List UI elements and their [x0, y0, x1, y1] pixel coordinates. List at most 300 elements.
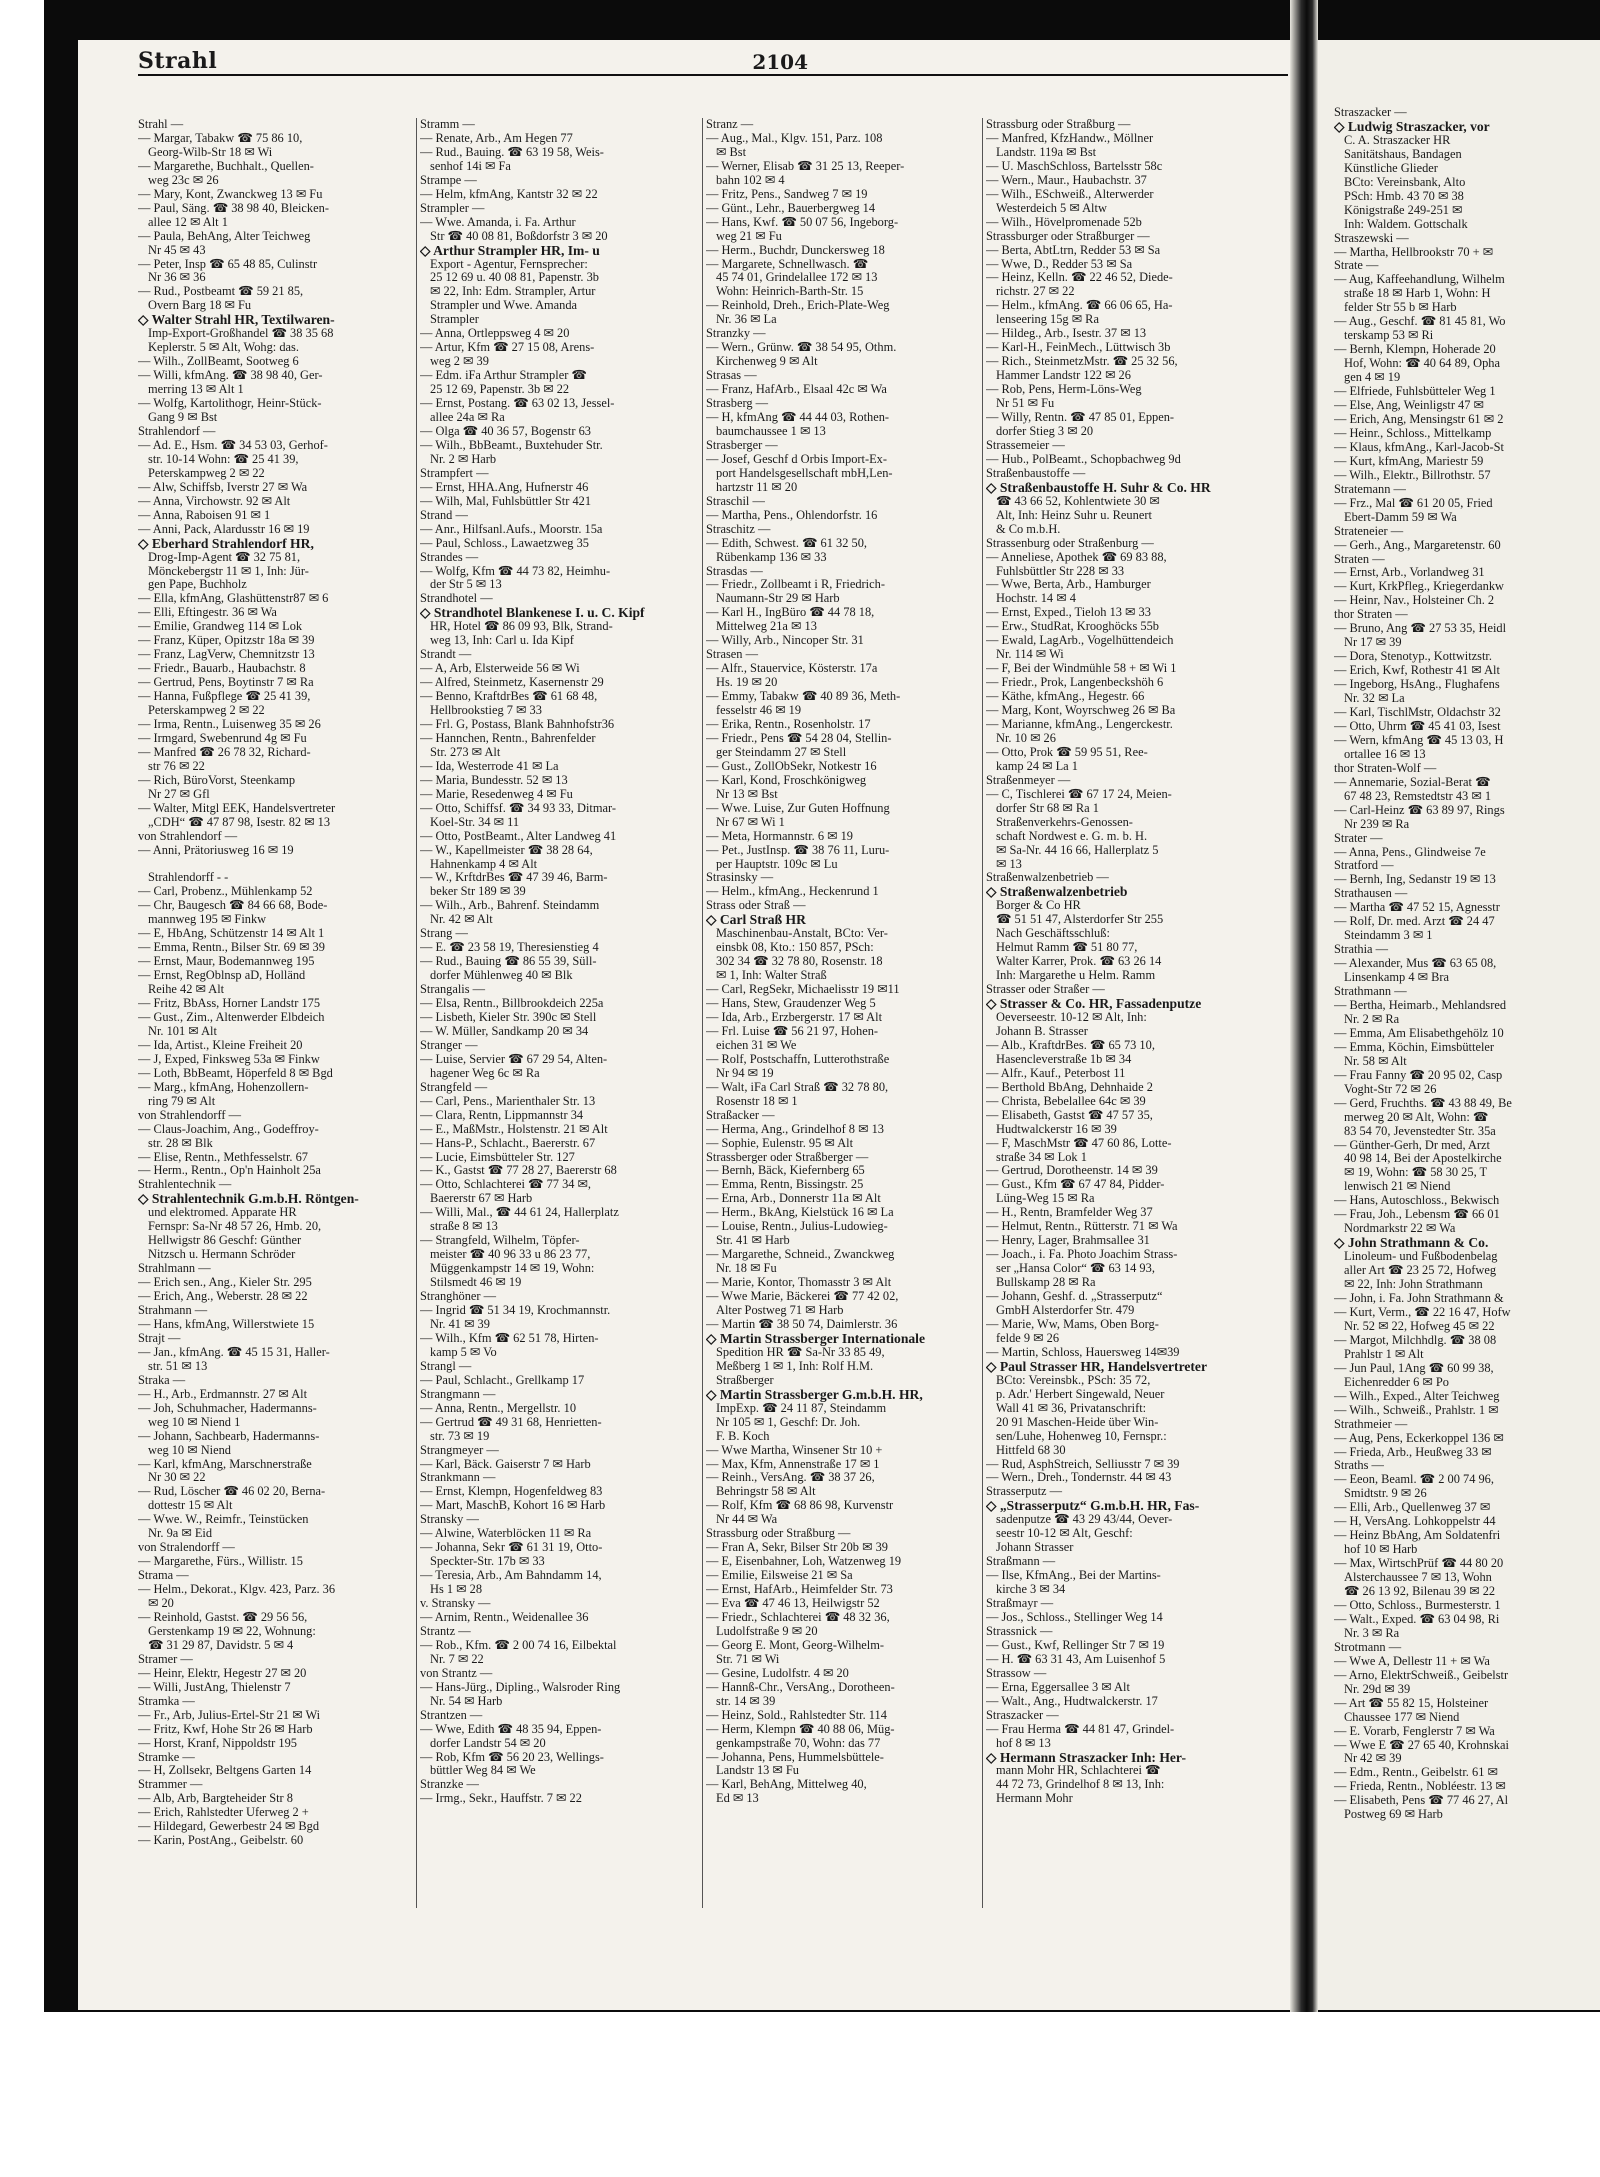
- directory-entry-line: — Erich, Kwf, Rothestr 41 ✉ Alt: [1334, 664, 1500, 678]
- directory-entry-line: ✉ 20: [148, 1597, 174, 1611]
- directory-entry-line: Strassnick —: [986, 1624, 1053, 1638]
- directory-entry-line: — Ernst, Klempn, Hogenfeldweg 83: [420, 1485, 603, 1499]
- directory-entry-line: — Max, WirtschPrüf ☎ 44 80 20: [1334, 1557, 1504, 1571]
- directory-entry-line: — Herm, Klempn ☎ 40 88 06, Müg-: [706, 1722, 895, 1736]
- directory-entry-line: 67 48 23, Remstedtstr 43 ✉ 1: [1344, 789, 1492, 803]
- directory-entry-line: Strassenburg oder Straßenburg —: [986, 536, 1154, 550]
- directory-entry-line: ◇ Arthur Strampler HR, Im- u: [420, 243, 600, 258]
- directory-entry-line: Keplerstr. 5 ✉ Alt, Wohg: das.: [148, 341, 299, 355]
- directory-entry-line: — Erna, Arb., Donnerstr 11a ✉ Alt: [706, 1192, 881, 1206]
- directory-entry-line: Strand —: [420, 508, 468, 522]
- directory-entry-line: — Franz, Küper, Opitzstr 18a ✉ 39: [138, 634, 315, 648]
- directory-entry-line: — E. Vorarb, Fenglerstr 7 ✉ Wa: [1334, 1724, 1495, 1738]
- directory-entry-line: — Artur, Kfm ☎ 27 15 08, Arens-: [420, 341, 595, 355]
- directory-entry-line: Nr 105 ✉ 1, Geschf: Dr. Joh.: [716, 1415, 861, 1429]
- directory-entry-line: — Lisbeth, Kieler Str. 390c ✉ Stell: [420, 1011, 597, 1024]
- directory-entry-line: — Anni, Pack, Alardusstr 16 ✉ 19: [138, 522, 310, 536]
- directory-entry-line: — Elisabeth, Pens ☎ 77 46 27, Al: [1334, 1794, 1509, 1808]
- directory-entry-line: — Wwe, D., Redder 53 ✉ Sa: [986, 257, 1133, 271]
- directory-entry-line: Stranger —: [420, 1038, 478, 1052]
- directory-entry-line: — A, Arb, Elsterweide 56 ✉ Wi: [420, 662, 580, 676]
- directory-entry-line: schaft Nordwest e. G. m. b. H.: [996, 829, 1148, 843]
- directory-entry-line: — Helmut, Rentn., Rütterstr. 71 ✉ Wa: [986, 1220, 1178, 1234]
- directory-entry-line: — Lucie, Eimsbütteler Str. 127: [420, 1150, 575, 1164]
- directory-entry-line: Mönckebergstr 11 ✉ 1, Inh: Jür-: [148, 564, 309, 578]
- directory-entry-line: — Josef, Geschf d Orbis Import-Ex-: [706, 452, 888, 466]
- directory-column-1: [138, 118, 412, 1848]
- directory-entry-line: — Walt, iFa Carl Straß ☎ 32 78 80,: [706, 1080, 889, 1094]
- directory-entry-line: — Bruno, Ang ☎ 27 53 35, Heidl: [1334, 622, 1507, 636]
- directory-entry-line: ortallee 16 ✉ 13: [1344, 747, 1426, 761]
- directory-entry-line: dorfer Mühlenweg 40 ✉ Blk: [430, 969, 573, 983]
- directory-entry-line: — Reinhold, Dreh., Erich-Plate-Weg: [706, 299, 890, 313]
- directory-entry-line: Straka —: [138, 1373, 186, 1387]
- directory-entry-line: thor Straten —: [1334, 608, 1408, 622]
- directory-entry-line: — Karl, Bäck. Gaiserstr 7 ✉ Harb: [420, 1457, 591, 1471]
- directory-entry-line: 83 54 70, Jevenstedter Str. 35a: [1344, 1124, 1496, 1138]
- directory-entry-line: Strangl —: [420, 1359, 472, 1373]
- directory-entry-line: — Maria, Bundesstr. 52 ✉ 13: [420, 773, 568, 787]
- directory-entry-line: — Emma, Rentn, Bissingstr. 25: [706, 1178, 864, 1192]
- directory-entry-line: — Friedr., Schlachterei ☎ 48 32 36,: [706, 1610, 890, 1624]
- directory-entry-line: — Friedr., Bauarb., Haubachstr. 8: [138, 662, 306, 676]
- directory-entry-line: — Ernst, Arb., Vorlandweg 31: [1334, 566, 1485, 580]
- directory-entry-line: Nr 239 ✉ Ra: [1344, 817, 1410, 831]
- directory-entry-line: meister ☎ 40 96 33 u 86 23 77,: [430, 1248, 591, 1262]
- directory-entry-line: ◇ Martin Strassberger Internationale: [706, 1331, 925, 1346]
- directory-entry-line: — Helm, kfmAng, Kantstr 32 ✉ 22: [420, 187, 598, 201]
- directory-entry-line: Straszacker —: [986, 1708, 1059, 1722]
- directory-entry-line: — Wilh., ESchweiß., Alterwerder: [986, 187, 1154, 201]
- directory-entry-line: Walter Karrer, Prok. ☎ 63 26 14: [996, 955, 1162, 969]
- directory-entry-line: BCto: Vereinsbank, Alto: [1344, 175, 1466, 189]
- directory-entry-line: ◇ Straßenwalzenbetrieb: [986, 885, 1128, 900]
- directory-entry-line: Westerdeich 5 ✉ Altw: [996, 201, 1107, 215]
- directory-entry-line: Strampe —: [420, 173, 477, 187]
- directory-entry-line: — Hub., PolBeamt., Schopbachweg 9d: [986, 452, 1181, 466]
- directory-entry-line: — Strangfeld, Wilhelm, Töpfer-: [420, 1234, 580, 1248]
- directory-entry-line: — Wolfg, Kartolithogr, Heinr-Stück-: [138, 397, 322, 411]
- directory-entry-line: merweg 20 ✉ Alt, Wohn: ☎: [1344, 1110, 1489, 1124]
- directory-entry-line: weg 13, Inh: Carl u. Ida Kipf: [430, 634, 574, 648]
- directory-entry-line: ◇ John Strathmann & Co.: [1334, 1236, 1489, 1251]
- directory-entry-line: Künstliche Glieder: [1344, 161, 1438, 175]
- directory-entry-line: Nr. 58 ✉ Alt: [1344, 1054, 1407, 1068]
- directory-entry-line: — Carl, Pens., Marienthaler Str. 13: [420, 1094, 596, 1108]
- directory-entry-line: Strasserputz —: [986, 1485, 1063, 1499]
- directory-entry-line: — Manfred, KfzHandw., Möllner: [986, 131, 1154, 145]
- directory-entry-line: Strathmeier —: [1334, 1417, 1408, 1431]
- directory-entry-line: Strassow —: [986, 1666, 1047, 1680]
- directory-entry-line: ◇ Strandhotel Blankenese I. u. C. Kipf: [420, 606, 645, 621]
- directory-entry-line: — Hans, Stew, Graudenzer Weg 5: [706, 997, 876, 1011]
- directory-entry-line: Nr. 2 ✉ Harb: [430, 452, 497, 466]
- directory-entry-line: — Teresia, Arb., Am Bahndamm 14,: [420, 1569, 602, 1583]
- directory-entry-line: — Wwe. Amanda, i. Fa. Arthur: [420, 215, 576, 229]
- directory-entry-line: Fernspr: Sa-Nr 48 57 26, Hmb. 20,: [148, 1220, 322, 1234]
- directory-entry-line: — Martha ☎ 47 52 15, Agnesstr: [1334, 901, 1500, 915]
- directory-entry-line: Hellwigstr 86 Geschf: Günther: [148, 1234, 302, 1248]
- directory-entry-line: — Hannchen, Rentn., Bahrenfelder: [420, 731, 596, 745]
- directory-entry-line: Alter Postweg 71 ✉ Harb: [716, 1304, 844, 1318]
- directory-entry-line: Nr. 9a ✉ Eid: [148, 1527, 213, 1541]
- directory-entry-line: — Wilh., Exped., Alter Teichweg: [1334, 1389, 1500, 1403]
- directory-entry-line: 25 12 69, Papenstr. 3b ✉ 22: [430, 383, 570, 397]
- directory-entry-line: Wall 41 ✉ 36, Privatanschrift:: [996, 1401, 1147, 1415]
- directory-entry-line: ◇ „Strasserputz“ G.m.b.H. HR, Fas-: [986, 1499, 1200, 1514]
- directory-entry-line: — J, Exped, Finksweg 53a ✉ Finkw: [138, 1052, 320, 1066]
- directory-entry-line: und elektromed. Apparate HR: [148, 1206, 297, 1220]
- directory-entry-line: Hs 1 ✉ 28: [430, 1583, 483, 1597]
- directory-entry-line: — H., Rentn, Bramfelder Weg 37: [986, 1206, 1153, 1220]
- directory-entry-line: — Erich sen., Ang., Kieler Str. 295: [138, 1276, 312, 1290]
- directory-entry-line: — Wilh., Schweiß., Prahlstr. 1 ✉: [1334, 1403, 1499, 1417]
- directory-entry-line: — Franz, LagVerw, Chemnitzstr 13: [138, 648, 315, 662]
- directory-column-3: [706, 118, 982, 1806]
- directory-entry-line: — Carl-Heinz ☎ 63 89 97, Rings: [1334, 803, 1505, 817]
- directory-entry-line: Strassemeier —: [986, 438, 1065, 452]
- directory-entry-line: — Gust., Zim., Altenwerder Elbdeich: [138, 1011, 325, 1024]
- directory-entry-line: ✉ 22, Inh: John Strathmann: [1344, 1278, 1483, 1292]
- directory-entry-line: kirche 3 ✉ 34: [996, 1583, 1066, 1597]
- directory-entry-line: straße 18 ✉ Harb 1, Wohn: H: [1344, 287, 1491, 301]
- directory-entry-line: — Art ☎ 55 82 15, Holsteiner: [1334, 1696, 1489, 1710]
- directory-entry-line: Borger & Co HR: [996, 899, 1081, 913]
- directory-entry-line: Strotmann —: [1334, 1640, 1402, 1654]
- directory-entry-line: Spedition HR ☎ Sa-Nr 33 85 49,: [716, 1345, 885, 1359]
- directory-entry-line: Export - Agentur, Fernsprecher:: [430, 257, 588, 271]
- directory-entry-line: Nr 67 ✉ Wi 1: [716, 815, 785, 829]
- directory-entry-line: Prahlstr 1 ✉ Alt: [1344, 1347, 1424, 1361]
- directory-entry-line: „CDH“ ☎ 47 87 98, Isestr. 82 ✉ 13: [148, 815, 331, 829]
- directory-entry-line: — Otto, Uhrm ☎ 45 41 03, Isest: [1334, 719, 1501, 733]
- directory-entry-line: — Anna, Rentn., Mergellstr. 10: [420, 1401, 577, 1415]
- directory-entry-line: — Ad. E., Hsm. ☎ 34 53 03, Gerhof-: [138, 438, 328, 452]
- directory-entry-line: Strasinsky —: [706, 871, 774, 885]
- directory-entry-line: Strasberger —: [706, 438, 778, 452]
- directory-entry-line: Nr. 101 ✉ Alt: [148, 1024, 217, 1038]
- directory-entry-line: Alsterchaussee 7 ✉ 13, Wohn: [1344, 1571, 1492, 1585]
- directory-entry-line: terskamp 53 ✉ Ri: [1344, 329, 1434, 343]
- directory-entry-line: — Wilh., Elektr., Billrothstr. 57: [1334, 468, 1491, 482]
- directory-entry-line: Landstr. 119a ✉ Bst: [996, 145, 1097, 159]
- directory-entry-line: von Stralendorff —: [138, 1541, 235, 1555]
- directory-entry-line: — Ida, Artist., Kleine Freiheit 20: [138, 1038, 303, 1052]
- directory-entry-line: ✉ 13: [996, 857, 1022, 871]
- directory-entry-line: — Arnim, Rentn., Weidenallee 36: [420, 1610, 589, 1624]
- directory-entry-line: — Willi, kfmAng. ☎ 38 98 40, Ger-: [138, 369, 323, 383]
- directory-entry-line: Hermann Mohr: [996, 1792, 1073, 1806]
- directory-entry-line: — Johann, Geshf. d. „Strasserputz“: [986, 1290, 1163, 1304]
- directory-entry-line: — Rob., Kfm. ☎ 2 00 74 16, Eilbektal: [420, 1638, 617, 1652]
- directory-entry-line: — Wolfg, Kfm ☎ 44 73 82, Heimhu-: [420, 564, 611, 578]
- directory-entry-line: Straßmann —: [986, 1555, 1056, 1569]
- directory-entry-line: Strass oder Straß —: [706, 899, 806, 913]
- directory-entry-line: Steindamm 3 ✉ 1: [1344, 929, 1433, 943]
- directory-entry-line: — Eva ☎ 47 46 13, Heilwigstr 52: [706, 1597, 880, 1611]
- directory-entry-line: hof 8 ✉ 13: [996, 1736, 1051, 1750]
- directory-entry-line: Smidtstr. 9 ✉ 26: [1344, 1487, 1427, 1501]
- directory-entry-line: Nr 13 ✉ Bst: [716, 787, 778, 801]
- directory-entry-line: — Bernh, Klempn, Hoherade 20: [1334, 343, 1496, 357]
- directory-entry-line: — Peter, Insp ☎ 65 48 85, Culinstr: [138, 257, 318, 271]
- directory-entry-line: Strahlentechnik —: [138, 1178, 232, 1192]
- directory-entry-line: — H., Arb., Erdmannstr. 27 ✉ Alt: [138, 1387, 308, 1401]
- directory-entry-line: 45 74 01, Grindelallee 172 ✉ 13: [716, 271, 878, 285]
- directory-entry-line: ◇ Paul Strasser HR, Handelsvertreter: [986, 1359, 1207, 1374]
- directory-entry-line: — Hannß-Chr., VersAng., Dorotheen-: [706, 1680, 895, 1694]
- directory-entry-line: — Walter, Mitgl EEK, Handelsvertreter: [138, 801, 336, 815]
- directory-entry-line: — Paul, Schlacht., Grellkamp 17: [420, 1373, 585, 1387]
- directory-entry-line: — Hildegard, Gewerbestr 24 ✉ Bgd: [138, 1820, 320, 1834]
- directory-entry-line: Strathmann —: [1334, 985, 1407, 999]
- directory-entry-line: Drog-Imp-Agent ☎ 32 75 81,: [148, 550, 301, 564]
- directory-entry-line: Stranz —: [706, 118, 754, 131]
- directory-entry-line: — Benno, KraftdrBes ☎ 61 68 48,: [420, 690, 598, 704]
- directory-entry-line: — Aug, Pens, Eckerkoppel 136 ✉: [1334, 1431, 1504, 1445]
- directory-entry-line: Strankmann —: [420, 1471, 496, 1485]
- directory-entry-line: Nr. 7 ✉ 22: [430, 1652, 484, 1666]
- directory-entry-line: Ed ✉ 13: [716, 1792, 759, 1806]
- book-gutter: [1290, 0, 1318, 2012]
- directory-entry-line: — Käthe, kfmAng., Hegestr. 66: [986, 690, 1145, 704]
- directory-entry-line: Overn Barg 18 ✉ Fu: [148, 299, 252, 313]
- directory-entry-line: von Strantz —: [420, 1666, 493, 1680]
- directory-entry-line: 302 34 ☎ 32 78 80, Rosenstr. 18: [716, 955, 883, 969]
- directory-entry-line: Koel-Str. 34 ✉ 11: [430, 815, 520, 829]
- directory-entry-line: — Anneliese, Apothek ☎ 69 83 88,: [986, 550, 1167, 564]
- directory-entry-line: — H, kfmAng ☎ 44 44 03, Rothen-: [706, 411, 890, 425]
- directory-entry-line: Nr. 3 ✉ Ra: [1344, 1626, 1400, 1640]
- directory-entry-line: — Else, Ang, Weinligstr 47 ✉: [1334, 399, 1484, 413]
- directory-entry-line: — Mart, MaschB, Kohort 16 ✉ Harb: [420, 1499, 606, 1513]
- directory-entry-line: — Eeon, Beaml. ☎ 2 00 74 96,: [1334, 1473, 1494, 1487]
- directory-entry-line: — Erika, Rentn., Rosenholstr. 17: [706, 717, 871, 731]
- directory-entry-line: — Aug., Geschf. ☎ 81 45 81, Wo: [1334, 315, 1506, 329]
- directory-entry-line: — Wern., Dreh., Tondernstr. 44 ✉ 43: [986, 1471, 1172, 1485]
- directory-entry-line: Strampler —: [420, 201, 485, 215]
- directory-entry-line: ◇ Strahlentechnik G.m.b.H. Röntgen-: [138, 1192, 359, 1207]
- directory-entry-line: — Anna, Virchowstr. 92 ✉ Alt: [138, 494, 291, 508]
- directory-entry-line: ser „Hansa Color“ ☎ 63 14 93,: [996, 1262, 1155, 1276]
- directory-entry-line: gen 4 ✉ 19: [1344, 371, 1401, 385]
- directory-entry-line: ☎ 26 13 92, Bilenau 39 ✉ 22: [1344, 1585, 1496, 1599]
- directory-entry-line: — Marie, Resedenweg 4 ✉ Fu: [420, 787, 573, 801]
- directory-entry-line: — Anni, Prätoriusweg 16 ✉ 19: [138, 843, 294, 857]
- directory-entry-line: Helmut Ramm ☎ 51 80 77,: [996, 941, 1138, 955]
- directory-entry-line: — Otto, Schiffsf. ☎ 34 93 33, Ditmar-: [420, 801, 616, 815]
- directory-entry-line: — Margarete, Schnellwasch. ☎: [706, 257, 869, 271]
- directory-entry-line: — Rich., SteinmetzMstr. ☎ 25 32 56,: [986, 355, 1178, 369]
- directory-entry-line: ✉ 1, Inh: Walter Straß: [716, 969, 827, 983]
- directory-entry-line: — Heinr., Schloss., Mittelkamp: [1334, 426, 1492, 440]
- directory-entry-line: — Anna, Raboisen 91 ✉ 1: [138, 508, 271, 522]
- directory-entry-line: — Wilh., Kfm ☎ 62 51 78, Hirten-: [420, 1331, 599, 1345]
- directory-entry-line: — Frau Herma ☎ 44 81 47, Grindel-: [986, 1722, 1175, 1736]
- directory-entry-line: — Alfr., Stauervice, Kösterstr. 17a: [706, 662, 878, 676]
- directory-entry-line: — Luise, Servier ☎ 67 29 54, Alten-: [420, 1052, 608, 1066]
- directory-entry-line: Naumann-Str 29 ✉ Harb: [716, 592, 840, 606]
- directory-entry-line: Strama —: [138, 1569, 189, 1583]
- directory-entry-line: — Marie, Kontor, Thomasstr 3 ✉ Alt: [706, 1276, 892, 1290]
- directory-entry-line: aller Art ☎ 23 25 72, Hofweg: [1344, 1264, 1497, 1278]
- directory-entry-line: Müggenkampstr 14 ✉ 19, Wohn:: [430, 1262, 595, 1276]
- directory-entry-line: — H. ☎ 63 31 43, Am Luisenhof 5: [986, 1652, 1166, 1666]
- directory-entry-line: Nr. 36 ✉ La: [716, 313, 777, 327]
- directory-entry-line: Ebert-Damm 59 ✉ Wa: [1344, 510, 1457, 524]
- directory-entry-line: HR, Hotel ☎ 86 09 93, Blk, Strand-: [430, 620, 613, 634]
- directory-entry-line: — Fritz, Kwf, Hohe Str 26 ✉ Harb: [138, 1722, 313, 1736]
- directory-entry-line: Nr. 54 ✉ Harb: [430, 1694, 503, 1708]
- directory-entry-line: Behringstr 58 ✉ Alt: [716, 1485, 816, 1499]
- directory-entry-line: ger Steindamm 27 ✉ Stell: [716, 745, 847, 759]
- directory-entry-line: büttler Weg 84 ✉ We: [430, 1764, 536, 1778]
- directory-entry-line: dorfer Str 68 ✉ Ra 1: [996, 801, 1099, 815]
- directory-entry-line: — Alfred, Steinmetz, Kasernenstr 29: [420, 676, 604, 690]
- directory-entry-line: — Rud., Bauing. ☎ 63 19 58, Weis-: [420, 145, 604, 159]
- directory-entry-line: — Fr., Arb, Julius-Ertel-Str 21 ✉ Wi: [138, 1708, 321, 1722]
- directory-entry-line: Nr. 18 ✉ Fu: [716, 1262, 777, 1276]
- directory-entry-line: mann Mohr HR, Schlachterei ☎: [996, 1764, 1161, 1778]
- directory-entry-line: Strahlendorf —: [138, 424, 216, 438]
- directory-entry-line: 20 91 Maschen-Heide über Win-: [996, 1415, 1159, 1429]
- directory-entry-line: — Emma, Köchin, Eimsbütteler: [1334, 1040, 1495, 1054]
- directory-entry-line: — Frau, Joh., Lebensm ☎ 66 01: [1334, 1208, 1500, 1222]
- directory-entry-line: — H, VersAng. Lohkoppelstr 44: [1334, 1515, 1496, 1529]
- directory-entry-line: — Wilh., ZollBeamt, Sootweg 6: [138, 355, 299, 369]
- directory-entry-line: — Ilse, KfmAng., Bei der Martins-: [986, 1569, 1161, 1583]
- directory-entry-line: — Paula, BehAng, Alter Teichweg: [138, 229, 311, 243]
- directory-entry-line: — Karl, Kond, Froschkönigweg: [706, 773, 867, 787]
- directory-entry-line: — Bernh, Ing, Sedanstr 19 ✉ 13: [1334, 873, 1496, 887]
- directory-entry-line: — Erich, Ang., Weberstr. 28 ✉ 22: [138, 1290, 308, 1304]
- directory-entry-line: — Wwe, Berta, Arb., Hamburger: [986, 578, 1151, 592]
- column-divider: [416, 118, 417, 1908]
- directory-entry-line: str. 28 ✉ Blk: [148, 1136, 213, 1150]
- directory-entry-line: weg 23c ✉ 26: [148, 173, 219, 187]
- directory-entry-line: — Günt., Lehr., Bauerbergweg 14: [706, 201, 876, 215]
- directory-entry-line: — Carl, RegSekr, Michaelisstr 19 ✉11: [706, 983, 900, 997]
- directory-entry-line: Kirchenweg 9 ✉ Alt: [716, 355, 818, 369]
- directory-entry-line: — Friedr., Prok, Langenbeckshöh 6: [986, 676, 1164, 690]
- directory-entry-line: — Ida, Westerrode 41 ✉ La: [420, 759, 559, 773]
- header-word: Strahl: [138, 48, 218, 74]
- directory-entry-line: — Emmy, Tabakw ☎ 40 89 36, Meth-: [706, 690, 901, 704]
- directory-entry-line: — Friedr., Pens ☎ 54 28 04, Stellin-: [706, 731, 892, 745]
- directory-entry-line: — Wilh., BbBeamt., Buxtehuder Str.: [420, 438, 603, 452]
- directory-entry-line: Nr 42 ✉ 39: [1344, 1752, 1402, 1766]
- directory-entry-line: — Karl, kfmAng, Marschnerstraße: [138, 1457, 312, 1471]
- column-divider: [982, 118, 983, 1908]
- directory-entry-line: — Rob, Kfm ☎ 56 20 23, Wellings-: [420, 1750, 604, 1764]
- directory-entry-line: — Alwine, Waterblöcken 11 ✉ Ra: [420, 1527, 592, 1541]
- directory-entry-line: — Anna, Ortleppsweg 4 ✉ 20: [420, 327, 570, 341]
- directory-entry-line: merring 13 ✉ Alt 1: [148, 383, 244, 397]
- directory-entry-line: — Karl-H., FeinMech., Lüttwisch 3b: [986, 341, 1171, 355]
- directory-entry-line: Hellbrookstieg 7 ✉ 33: [430, 704, 542, 718]
- directory-entry-line: — Paul, Säng. ☎ 38 98 40, Bleicken-: [138, 201, 329, 215]
- directory-entry-line: — Martha, Pens., Ohlendorfstr. 16: [706, 508, 878, 522]
- directory-entry-line: ✉ Bst: [716, 145, 747, 159]
- directory-entry-line: — Elli, Eftingestr. 36 ✉ Wa: [138, 606, 277, 620]
- directory-entry-line: Strampler: [430, 313, 479, 327]
- directory-entry-line: Speckter-Str. 17b ✉ 33: [430, 1555, 545, 1569]
- directory-entry-line: — Hildeg., Arb., Isestr. 37 ✉ 13: [986, 327, 1147, 341]
- directory-entry-line: — Erich, Ang, Mensingstr 61 ✉ 2: [1334, 412, 1504, 426]
- directory-entry-line: Straßberger: [716, 1373, 774, 1387]
- directory-entry-line: hartzstr 11 ✉ 20: [716, 480, 798, 494]
- directory-entry-line: ◇ Eberhard Strahlendorf HR,: [138, 536, 314, 551]
- directory-entry-line: seestr 10-12 ✉ Alt, Geschf:: [996, 1527, 1133, 1541]
- directory-entry-line: Strangmeyer —: [420, 1443, 499, 1457]
- directory-entry-line: Strassburger oder Straßburger —: [986, 229, 1150, 243]
- directory-entry-line: — Wwe E ☎ 27 65 40, Krohnskai: [1334, 1738, 1509, 1752]
- directory-entry-line: Nr. 42 ✉ Alt: [430, 913, 493, 927]
- directory-entry-line: — Emma, Rentn., Bilser Str. 69 ✉ 39: [138, 941, 325, 955]
- directory-entry-line: Johann B. Strasser: [996, 1024, 1088, 1038]
- directory-entry-line: — Gerh., Ang., Margaretenstr. 60: [1334, 538, 1501, 552]
- directory-entry-line: — E, Eisenbahner, Loh, Watzenweg 19: [706, 1555, 902, 1569]
- directory-entry-line: beker Str 189 ✉ 39: [430, 885, 526, 899]
- directory-entry-line: — Sophie, Eulenstr. 95 ✉ Alt: [706, 1136, 854, 1150]
- directory-entry-line: — Hanna, Fußpflege ☎ 25 41 39,: [138, 690, 311, 704]
- directory-entry-line: — Rud., Bauing ☎ 86 55 39, Süll-: [420, 955, 597, 969]
- directory-entry-line: — Wwe A, Dellestr 11 + ✉ Wa: [1334, 1654, 1490, 1668]
- directory-entry-line: — Ernst, HHA.Ang, Hufnerstr 46: [420, 480, 589, 494]
- directory-entry-line: straße 34 ✉ Lok 1: [996, 1150, 1087, 1164]
- directory-entry-line: Stramka —: [138, 1694, 195, 1708]
- directory-entry-line: Königstraße 249-251 ✉: [1344, 203, 1463, 217]
- directory-entry-line: — Ernst, HafArb., Heimfelder Str. 73: [706, 1583, 893, 1597]
- directory-entry-line: Nr. 52 ✉ 22, Hofweg 45 ✉ 22: [1344, 1319, 1495, 1333]
- directory-entry-line: Sanitätshaus, Bandagen: [1344, 147, 1462, 161]
- directory-entry-line: Strandes —: [420, 550, 479, 564]
- directory-entry-line: — Joach., i. Fa. Photo Joachim Strass-: [986, 1248, 1178, 1262]
- directory-entry-line: Strathausen —: [1334, 887, 1408, 901]
- directory-entry-line: kamp 5 ✉ Vo: [430, 1345, 497, 1359]
- directory-entry-line: Stranzke —: [420, 1778, 479, 1792]
- directory-entry-line: — Joh, Schuhmacher, Hadermanns-: [138, 1401, 317, 1415]
- directory-entry-line: — Johanna, Pens, Hummelsbüttele-: [706, 1750, 884, 1764]
- directory-entry-line: — Wilh., Arb., Bahrenf. Steindamm: [420, 899, 600, 913]
- directory-entry-line: — Friedr., Zollbeamt i R, Friedrich-: [706, 578, 885, 592]
- directory-entry-line: — C, Tischlerei ☎ 67 17 24, Meien-: [986, 787, 1172, 801]
- directory-entry-line: — Herm., BkAng, Kielstück 16 ✉ La: [706, 1206, 894, 1220]
- directory-entry-line: Strasdas —: [706, 564, 763, 578]
- directory-entry-line: Strantz —: [420, 1624, 471, 1638]
- directory-entry-line: — Georg E. Mont, Georg-Wilhelm-: [706, 1638, 884, 1652]
- directory-entry-line: — Karl, BehAng, Mittelweg 40,: [706, 1778, 867, 1792]
- column-divider: [702, 118, 703, 1908]
- directory-entry-line: Strang —: [420, 927, 468, 941]
- directory-entry-line: — Heinz, Sold., Rahlstedter Str. 114: [706, 1708, 887, 1722]
- directory-entry-line: weg 10 ✉ Niend 1: [148, 1415, 241, 1429]
- directory-entry-line: — Heinr, Elektr, Hegestr 27 ✉ 20: [138, 1666, 307, 1680]
- directory-entry-line: Strater —: [1334, 831, 1383, 845]
- directory-entry-line: — E, HbAng, Schützenstr 14 ✉ Alt 1: [138, 927, 325, 941]
- directory-entry-line: Gerstenkamp 19 ✉ 22, Wohnung:: [148, 1624, 316, 1638]
- directory-entry-line: ✉ 22, Inh: Edm. Strampler, Artur: [430, 285, 596, 299]
- directory-entry-line: — Herma, Ang., Grindelhof 8 ✉ 13: [706, 1122, 884, 1136]
- directory-entry-line: der Str 5 ✉ 13: [430, 578, 502, 592]
- directory-entry-line: sen/Luhe, Hohenweg 10, Fernspr.:: [996, 1429, 1167, 1443]
- directory-entry-line: — Willy, Arb., Nincoper Str. 31: [706, 634, 864, 648]
- directory-entry-line: — Franz, HafArb., Elsaal 42c ✉ Wa: [706, 383, 887, 397]
- directory-entry-line: Strangmann —: [420, 1387, 496, 1401]
- directory-entry-line: hof 10 ✉ Harb: [1344, 1543, 1418, 1557]
- directory-entry-line: per Hauptstr. 109c ✉ Lu: [716, 857, 838, 871]
- directory-entry-line: — Gerd, Fruchths. ☎ 43 88 49, Be: [1334, 1096, 1512, 1110]
